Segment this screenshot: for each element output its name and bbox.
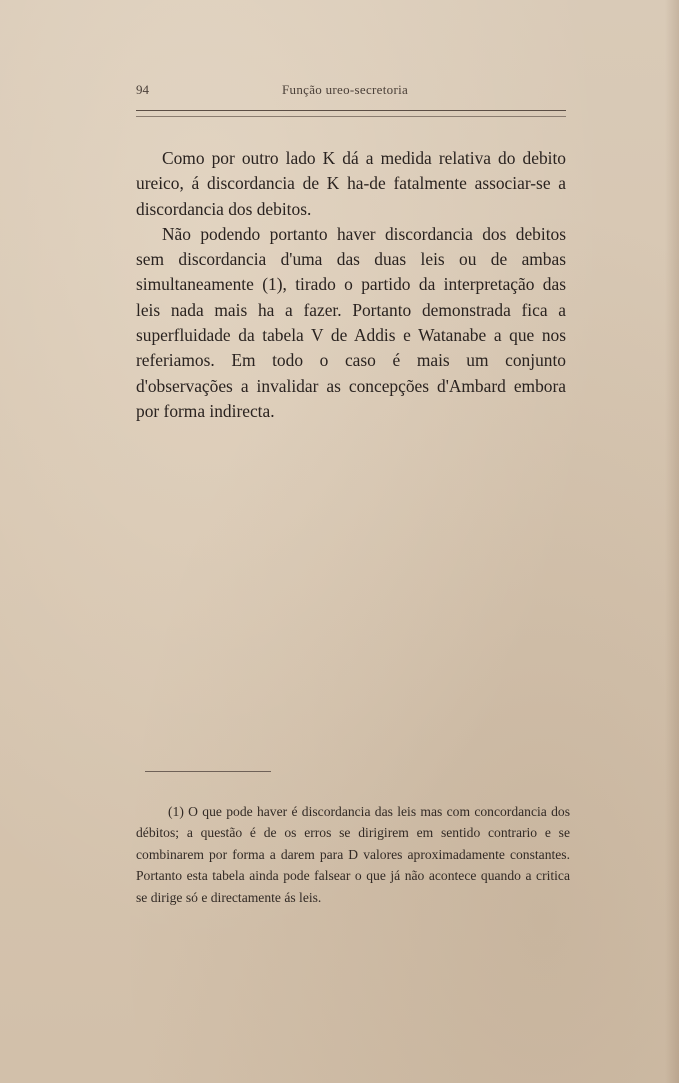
paragraph: Como por outro lado K dá a medida relativa do debito ureico, á discordancia de K ha-de fatalmente associar-se a discordancia dos debitos. — [136, 148, 566, 219]
footnote-text: (1) O que pode haver é discordancia das leis mas com concordancia dos débitos; a questão é de os erros se dirigirem em sentido contrario e se combinarem por forma a darem para D valores aproximadamente constantes. Portanto esta tabela ainda pode falsear o que já não acontece quando a critica se dirige só e directamente ás leis. — [136, 804, 570, 905]
page-edge-shadow — [665, 0, 679, 1083]
header-rule — [136, 110, 566, 111]
header-rule-secondary — [136, 116, 566, 117]
footnote — [136, 801, 570, 908]
running-title: Função ureo-secretoria — [282, 82, 409, 97]
page-number: 94 — [136, 82, 149, 97]
running-header — [136, 82, 566, 104]
paragraph: Não podendo portanto haver discordancia dos debitos sem discordancia d'uma das duas leis ou de ambas simultaneamente (1), tirado o partido da interpretação das leis nada mais ha a fazer. Portanto demonstrada fica a superfluidade da tabela V de Addis e Watanabe a que nos referiamos. Em todo o caso é mais um conjunto d'observações a invalidar as concepções d'Ambard embora por forma indirecta. — [136, 223, 566, 421]
footnote-separator — [145, 771, 271, 772]
main-text — [136, 146, 566, 424]
